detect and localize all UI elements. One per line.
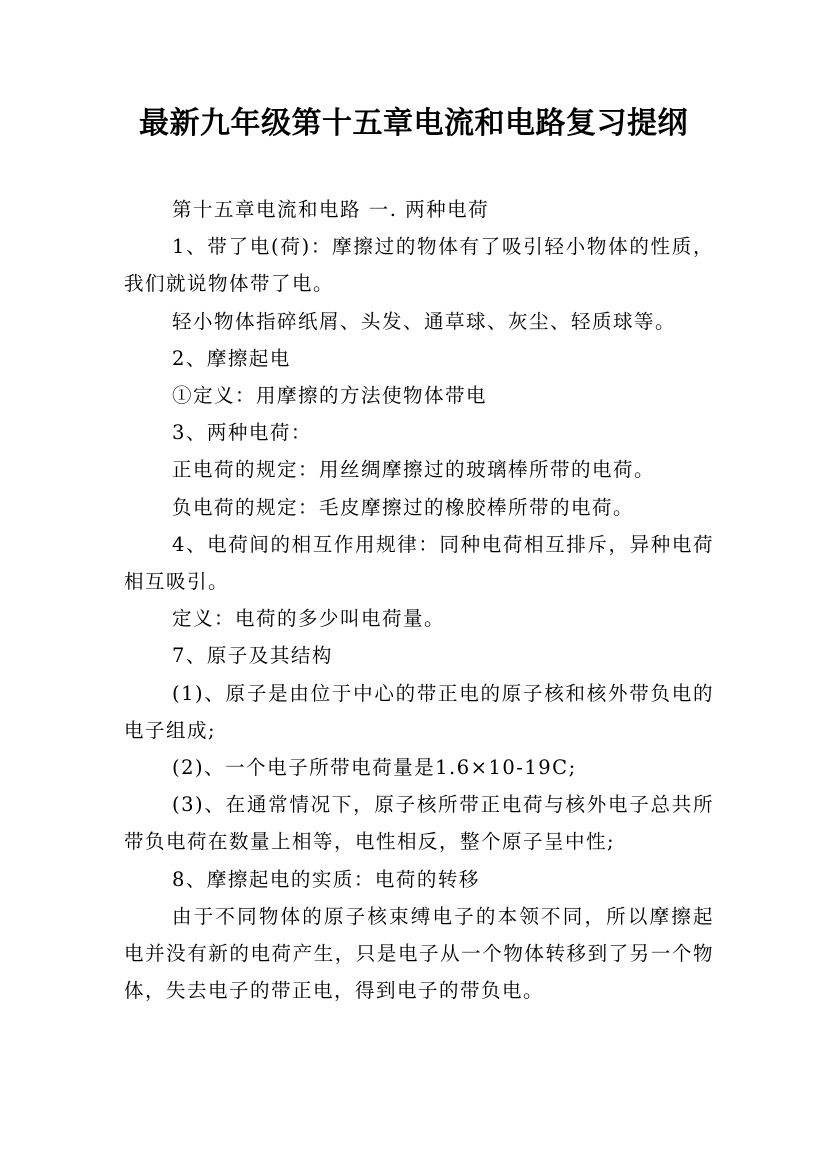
paragraph-friction-essence: 8、摩擦起电的实质：电荷的转移 xyxy=(172,867,480,891)
paragraph-negative-charge: 负电荷的规定：毛皮摩擦过的橡胶棒所带的电荷。 xyxy=(172,495,635,519)
paragraph-light-objects: 轻小物体指碎纸屑、头发、通草球、灰尘、轻质球等。 xyxy=(172,309,677,333)
document-body xyxy=(124,191,714,1009)
paragraph-atom-heading: 7、原子及其结构 xyxy=(172,644,333,668)
paragraph-atom-neutral: (3)、在通常情况下，原子核所带正电荷与核外电子总共所带负电荷在数量上相等，电性相反，整个原子呈中性; xyxy=(124,793,714,854)
paragraph-two-charges-heading: 3、两种电荷： xyxy=(172,421,312,445)
page-title: 最新九年级第十五章电流和电路复习提纲 xyxy=(139,106,688,141)
paragraph-chapter-heading: 第十五章电流和电路 一. 两种电荷 xyxy=(172,198,490,221)
paragraph-electron-charge: (2)、一个电子所带电荷量是1.6×10-19C; xyxy=(172,756,577,780)
paragraph-atom-structure: (1)、原子是由位于中心的带正电的原子核和核外带负电的电子组成; xyxy=(124,681,714,742)
paragraph-charge-quantity: 定义：电荷的多少叫电荷量。 xyxy=(172,607,446,631)
paragraph-friction-definition: ①定义：用摩擦的方法使物体带电 xyxy=(172,384,488,408)
paragraph-interaction-rule: 4、电荷间的相互作用规律：同种电荷相互排斥，异种电荷相互吸引。 xyxy=(124,532,714,594)
paragraph-electron-transfer: 由于不同物体的原子核束缚电子的本领不同，所以摩擦起电并没有新的电荷产生，只是电子从一个物体转移到了另一个物体，失去电子的带正电，得到电子的带负电。 xyxy=(124,904,714,1003)
paragraph-charged-definition: 1、带了电(荷)：摩擦过的物体有了吸引轻小物体的性质，我们就说物体带了电。 xyxy=(124,235,714,296)
paragraph-positive-charge: 正电荷的规定：用丝绸摩擦过的玻璃棒所带的电荷。 xyxy=(172,458,656,482)
paragraph-friction-heading: 2、摩擦起电 xyxy=(172,346,291,370)
